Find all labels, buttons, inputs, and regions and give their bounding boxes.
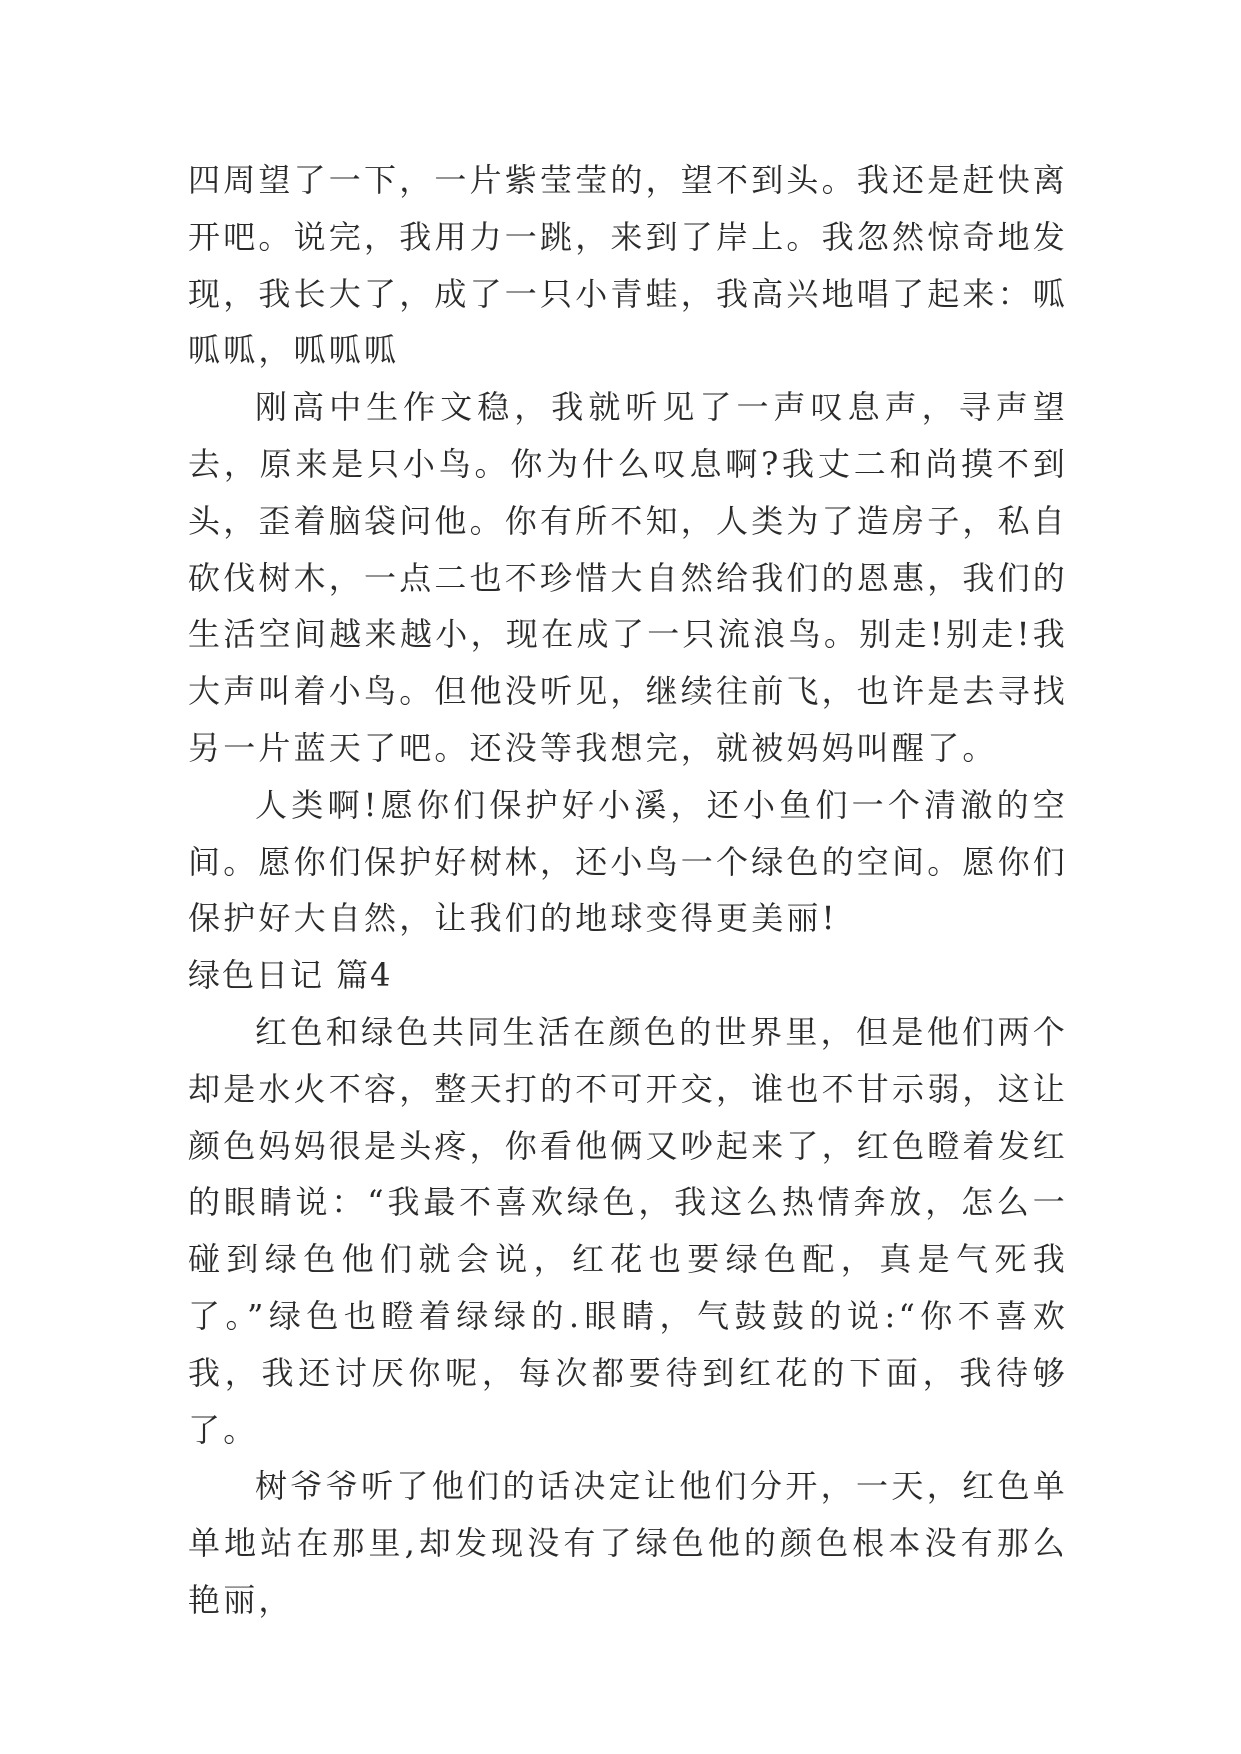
paragraph-1: 四周望了一下，一片紫莹莹的，望不到头。我还是赶快离开吧。说完，我用力一跳，来到了岸上。我忽然惊奇地发现，我长大了，成了一只小青蛙，我高兴地唱了起来：呱呱呱，呱呱呱: [188, 161, 1069, 370]
paragraph-4: 红色和绿色共同生活在颜色的世界里，但是他们两个却是水火不容，整天打的不可开交，谁也不甘示弱，这让颜色妈妈很是头疼，你看他俩又吵起来了，红色瞪着发红的眼睛说：“我最不喜欢绿色，我这么热情奔放，怎么一碰到绿色他们就会说，红花也要绿色配，真是气死我了。”绿色也瞪着绿绿的.眼睛，气鼓鼓的说:“你不喜欢我，我还讨厌你呢，每次都要待到红花的下面，我待够了。: [188, 1012, 1069, 1449]
paragraph-2: 刚高中生作文稳，我就听见了一声叹息声，寻声望去，原来是只小鸟。你为什么叹息啊?我丈二和尚摸不到头，歪着脑袋问他。你有所不知，人类为了造房子，私自砍伐树木，一点二也不珍惜大自然给我们的恩惠，我们的生活空间越来越小，现在成了一只流浪鸟。别走!别走!我大声叫着小鸟。但他没听见，继续往前飞，也许是去寻找另一片蓝天了吧。还没等我想完，就被妈妈叫醒了。: [188, 388, 1069, 767]
section-heading: 绿色日记 篇4: [188, 956, 393, 995]
paragraph-5: 树爷爷听了他们的话决定让他们分开，一天，红色单单地站在那里,却发现没有了绿色他的颜色根本没有那么艳丽，: [188, 1467, 1068, 1619]
document-page: [188, 152, 1068, 1629]
paragraph-3: 人类啊!愿你们保护好小溪，还小鱼们一个清澈的空间。愿你们保护好树林，还小鸟一个绿色的空间。愿你们保护好大自然，让我们的地球变得更美丽!: [188, 785, 1069, 938]
